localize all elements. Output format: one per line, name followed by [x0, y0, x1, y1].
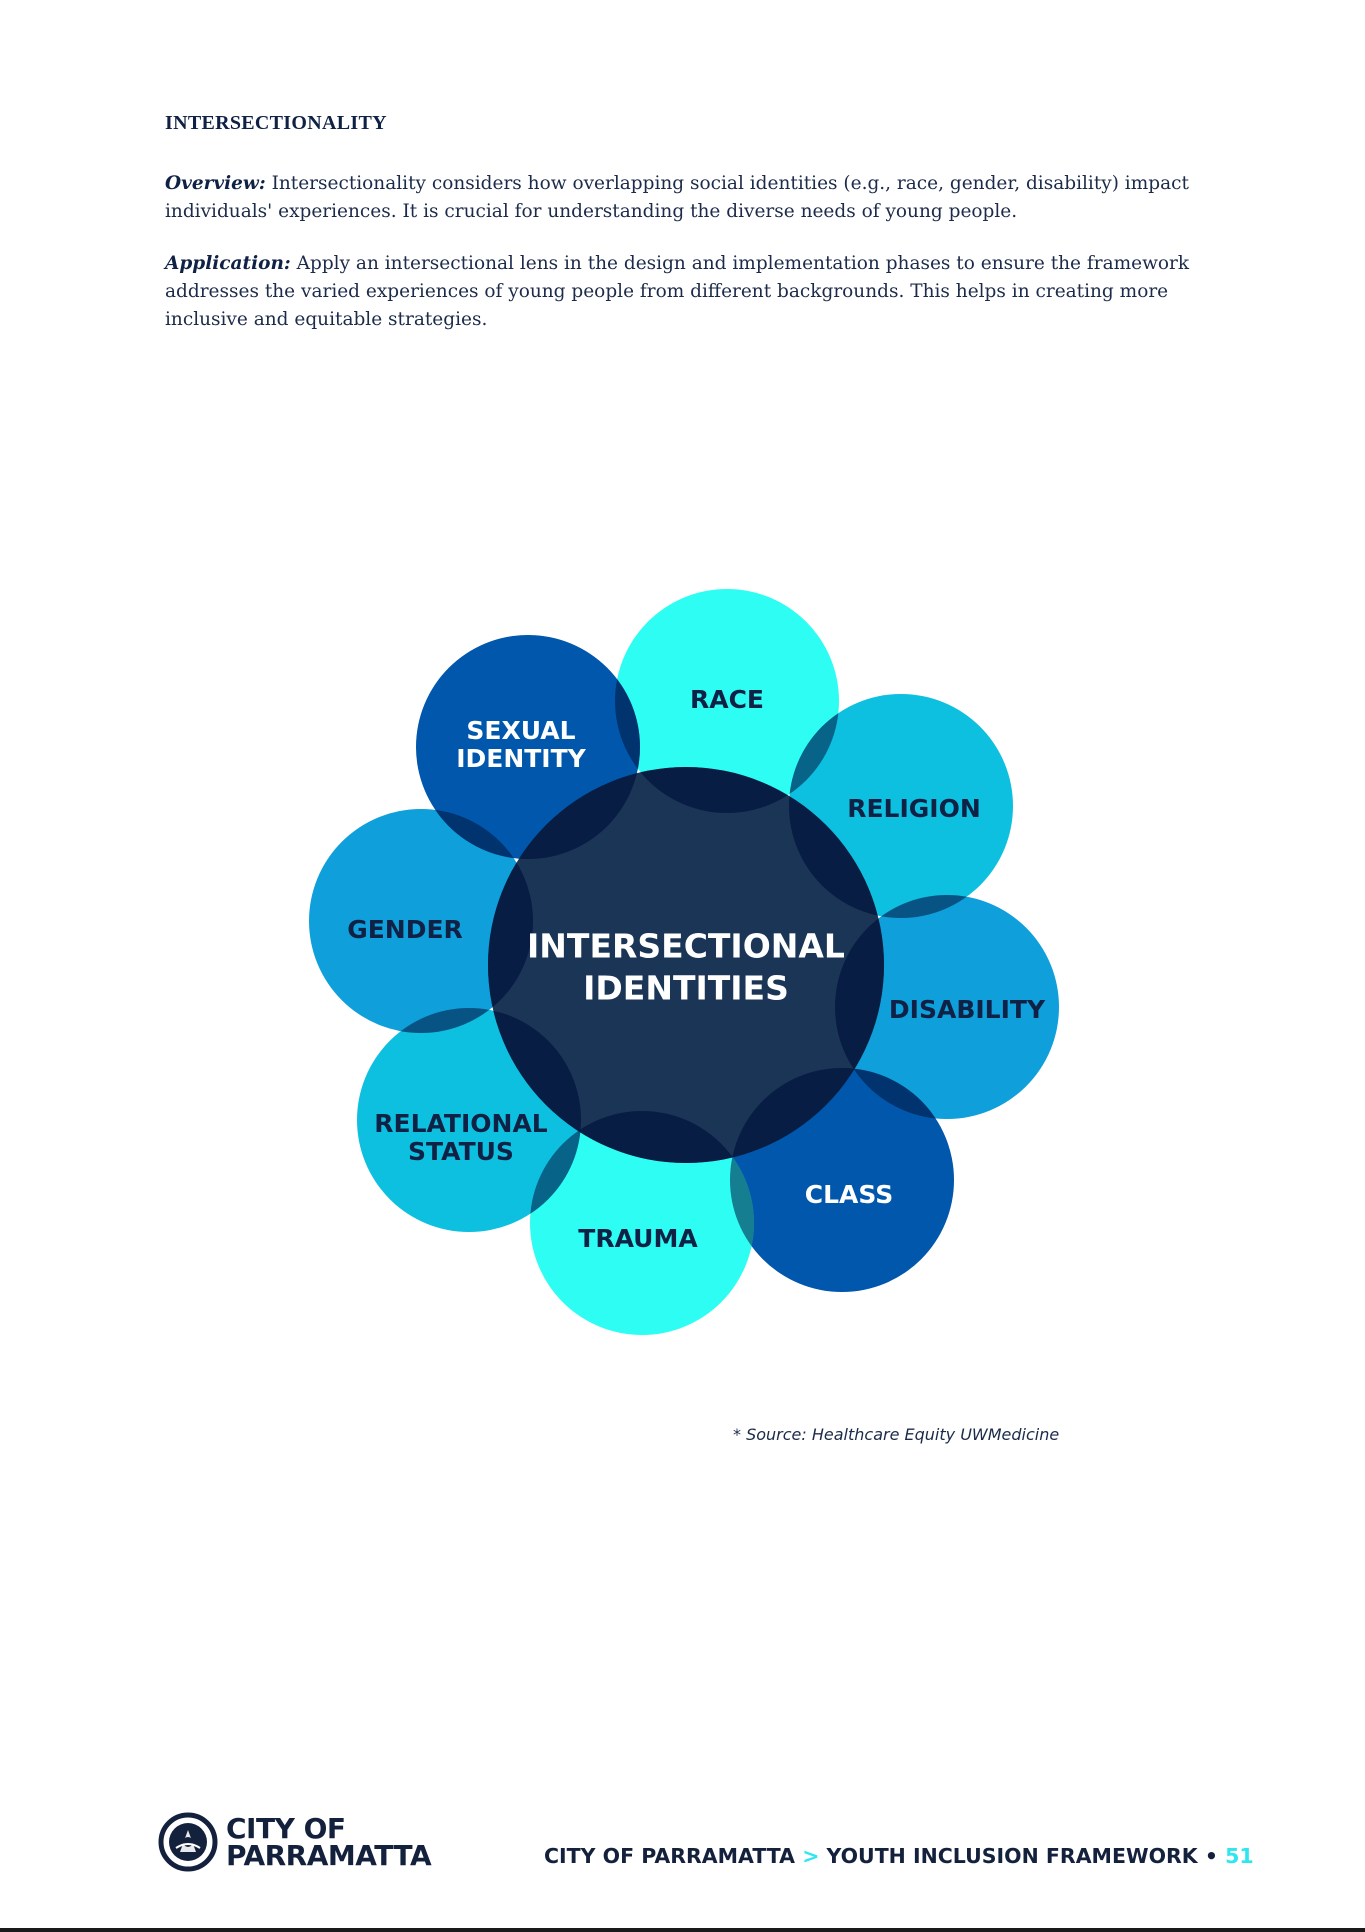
footer-doc-title: YOUTH INCLUSION FRAMEWORK — [826, 1844, 1198, 1868]
petal-label-gender: GENDER — [347, 915, 463, 944]
logo-line2: PARRAMATTA — [226, 1839, 432, 1872]
petal-label-trauma: TRAUMA — [578, 1224, 698, 1253]
petal-label-relational-line2: STATUS — [408, 1137, 514, 1166]
bottom-rule — [0, 1928, 1365, 1932]
application-label: Application: — [165, 253, 291, 274]
footer-separator: > — [802, 1844, 820, 1868]
footer-org: CITY OF PARRAMATTA — [544, 1844, 796, 1868]
petal-label-religion: RELIGION — [847, 794, 981, 823]
footer-running-title — [544, 1844, 1254, 1868]
center-label-line1: INTERSECTIONAL — [527, 926, 845, 966]
overview-paragraph — [165, 170, 1205, 226]
petal-label-race: RACE — [689, 685, 765, 714]
petal-label-sexual-line1: SEXUAL — [466, 716, 576, 745]
logo-wordmark — [226, 1812, 432, 1872]
overview-text: Intersectionality considers how overlapping social identities (e.g., race, gender, disability) impact individuals' experiences. It is crucial for understanding the diverse needs of young people. — [165, 173, 1189, 222]
application-paragraph — [165, 250, 1205, 334]
petal-label-class: CLASS — [804, 1180, 894, 1209]
petal-label-disability: DISABILITY — [888, 995, 1046, 1024]
parramatta-seal-icon — [158, 1812, 218, 1872]
page-heading: INTERSECTIONALITY — [165, 112, 387, 134]
application-text: Apply an intersectional lens in the design and implementation phases to ensure the framework addresses the varied experiences of young people from different backgrounds. This helps in creating more inclusive and equitable strategies. — [165, 253, 1190, 330]
petal-label-relational-line1: RELATIONAL — [374, 1109, 548, 1138]
footer-bullet: • — [1204, 1844, 1218, 1868]
source-note: * Source: Healthcare Equity UWMedicine — [733, 1425, 1060, 1444]
center-label-line2: IDENTITIES — [583, 968, 789, 1008]
page-number: 51 — [1225, 1844, 1254, 1868]
intersectional-identities-diagram — [0, 560, 1365, 1380]
logo-line1: CITY OF — [226, 1812, 346, 1845]
petal-label-sexual-line2: IDENTITY — [456, 744, 586, 773]
footer-logo — [158, 1812, 431, 1872]
overview-label: Overview: — [165, 173, 266, 194]
